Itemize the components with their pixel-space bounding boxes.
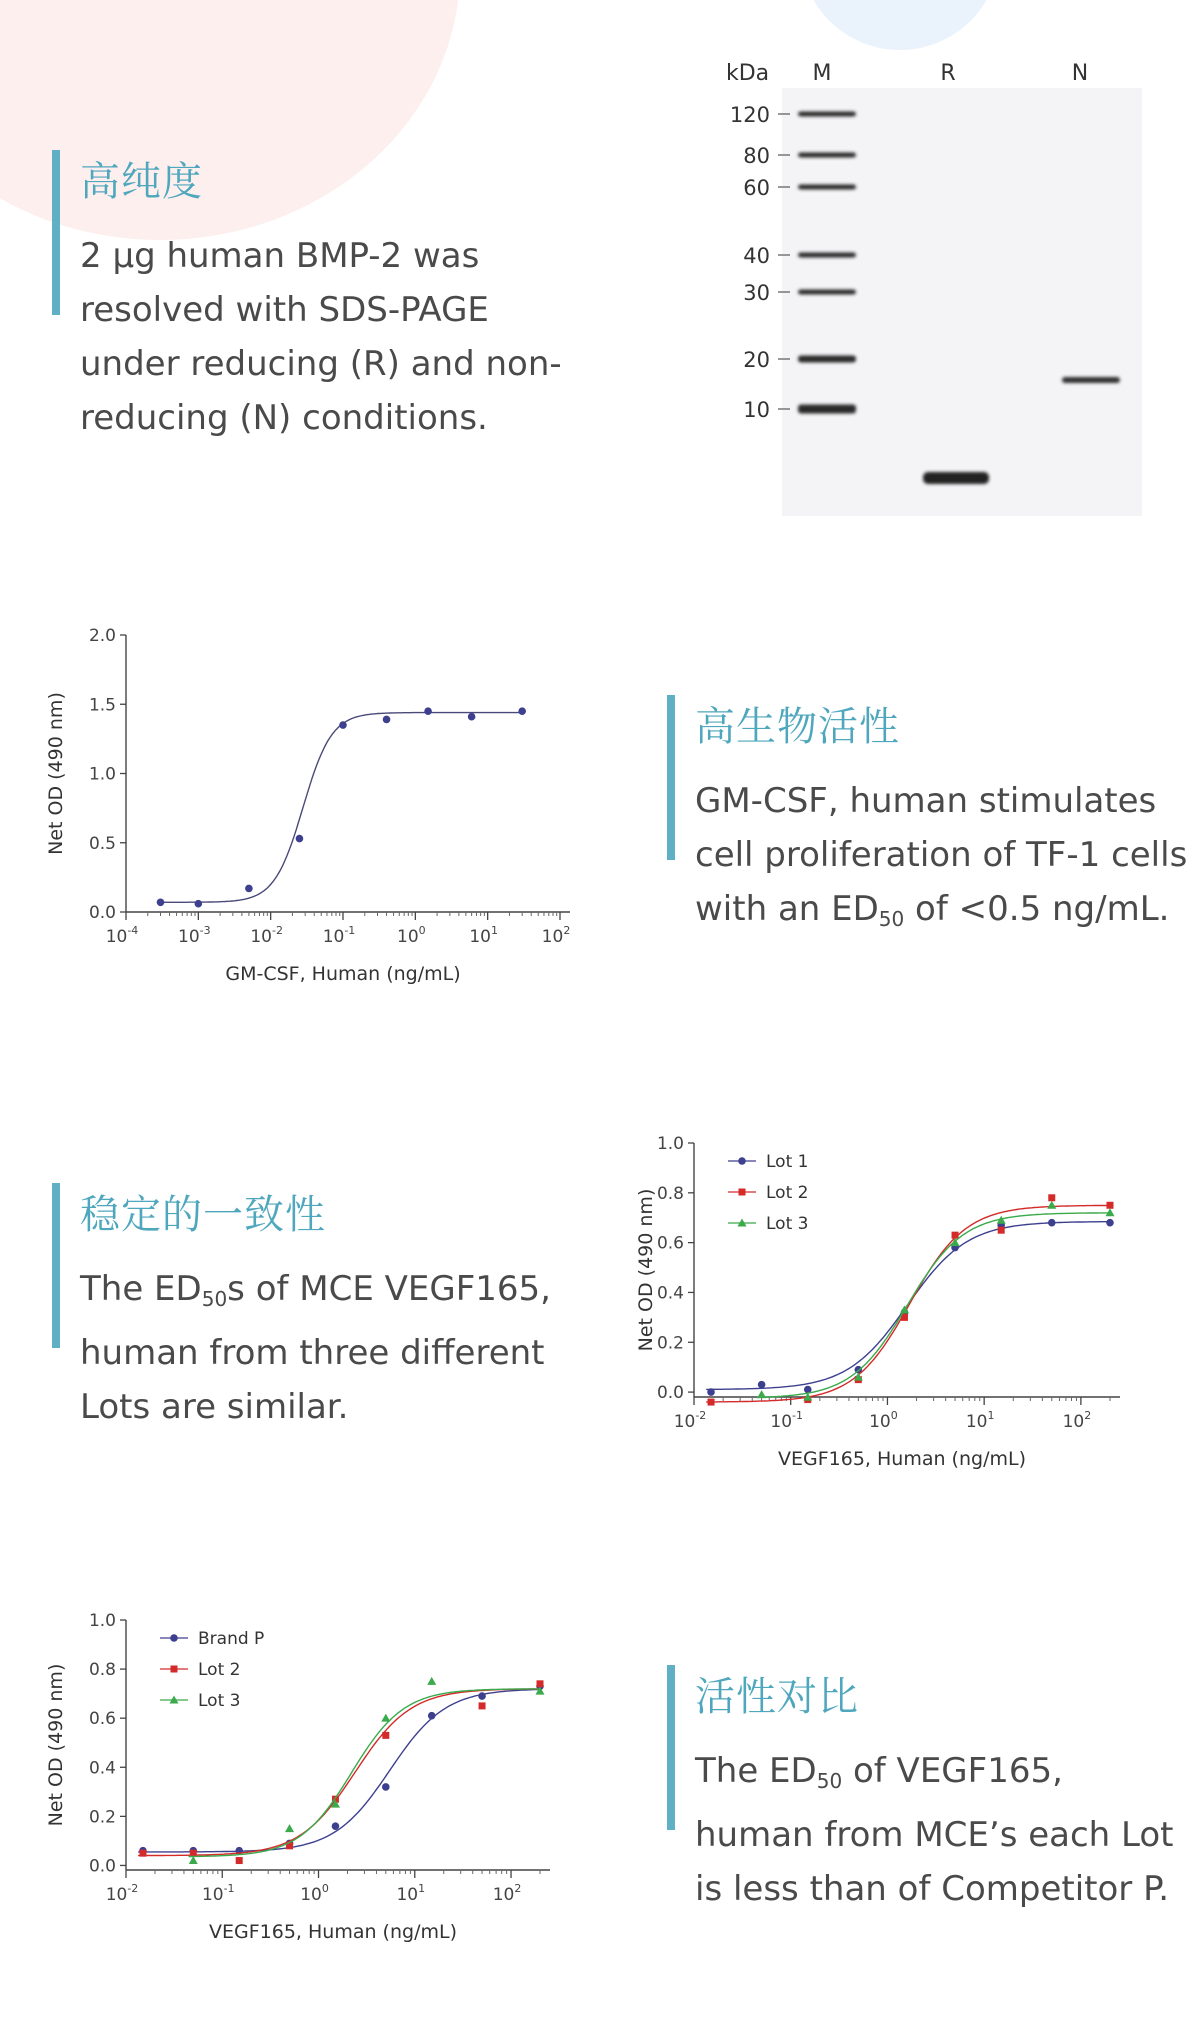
x-tick-label: $10^{-2}$ (673, 1409, 707, 1432)
x-tick-label: $10^0$ (869, 1409, 898, 1432)
gel-marker-band (798, 290, 856, 295)
gel-background (782, 88, 1142, 516)
legend-marker (171, 1666, 178, 1673)
y-tick-label: 0.2 (656, 1333, 684, 1354)
section-body: The $ED_{50}s$ of MCE VEGF165, human from three different Lots are similar. (80, 1269, 551, 1427)
x-tick-label: $10^1$ (396, 1882, 426, 1905)
sds-page-gel (690, 50, 1170, 530)
legend-marker (738, 1157, 746, 1165)
band-r (923, 472, 989, 484)
y-tick-label: 2.0 (88, 626, 116, 646)
fit-curve (138, 1689, 540, 1856)
x-tick-label: $10^{-2}$ (250, 924, 283, 947)
data-point (382, 1783, 390, 1791)
gel-lane-label: R (940, 61, 956, 86)
legend-label: Brand P (198, 1629, 265, 1649)
y-tick-label: 0.0 (88, 1856, 116, 1877)
gel-marker-label: 40 (743, 244, 770, 268)
accent-bar (52, 1183, 60, 1348)
data-point (427, 1677, 436, 1685)
gel-marker-band (798, 405, 856, 414)
gel-marker-label: 120 (729, 103, 770, 127)
data-point (1048, 1194, 1055, 1201)
section-title: 活性对比 (695, 1674, 859, 1720)
legend-label: Lot 3 (198, 1691, 241, 1711)
vegf-lots-chart (630, 1125, 1190, 1525)
data-point (758, 1381, 766, 1389)
accent-bar (52, 150, 60, 315)
fit-curve (189, 1689, 541, 1857)
x-tick-label: $10^0$ (397, 924, 426, 947)
y-axis-label: Net OD (490 nm) (635, 1188, 657, 1352)
y-tick-label: 0.4 (656, 1283, 684, 1304)
fit-curve (157, 713, 522, 903)
legend-label: Lot 2 (198, 1660, 241, 1680)
comparison-section (667, 1665, 1195, 1916)
gel-marker-band (798, 356, 856, 363)
purity-section (52, 150, 600, 445)
data-point (381, 1714, 390, 1722)
y-tick-label: 0.0 (88, 903, 116, 923)
x-tick-label: $10^2$ (492, 1882, 522, 1905)
data-point (382, 1732, 389, 1739)
y-tick-label: 0.5 (88, 833, 116, 854)
vegf-compare-chart (40, 1600, 600, 2000)
data-point (1106, 1219, 1114, 1227)
section-body: The $ED_{50}$ of VEGF165, human from MCE’s each Lot is less than of Competitor P. (695, 1751, 1174, 1909)
gel-marker-band (798, 153, 856, 158)
gel-marker-band (798, 112, 856, 117)
y-tick-label: 1.0 (88, 764, 116, 785)
bioactivity-section (667, 695, 1195, 946)
band-n (1062, 377, 1120, 383)
gel-lane-label: N (1071, 61, 1089, 86)
gel-figure (690, 50, 1170, 530)
gel-marker-label: 30 (743, 281, 770, 305)
data-point (424, 707, 432, 715)
data-point (157, 899, 165, 907)
legend-label: Lot 3 (766, 1214, 809, 1234)
x-tick-label: $10^{-1}$ (322, 924, 356, 947)
x-tick-label: $10^{-1}$ (770, 1409, 804, 1432)
legend-label: Lot 2 (766, 1183, 809, 1203)
section-title: 高生物活性 (695, 704, 900, 750)
x-tick-label: $10^1$ (965, 1409, 995, 1432)
data-point (1047, 1201, 1056, 1209)
data-point (339, 721, 347, 729)
y-tick-label: 0.6 (656, 1233, 684, 1254)
data-point (245, 885, 253, 893)
data-point (478, 1692, 486, 1700)
section-body: GM-CSF, human stimulates cell proliferation of TF-1 cells with an $ED_{50}$ of <0.5 ng/mL. (695, 781, 1188, 931)
decor-blue-circle (800, 0, 1000, 50)
data-point (518, 707, 526, 715)
data-point (383, 716, 391, 724)
data-point (1048, 1219, 1056, 1227)
section-body: 2 μg human BMP-2 was resolved with SDS-PAGE under reducing (R) and non-reducing (N) conditions. (80, 236, 562, 438)
fit-curve (757, 1213, 1110, 1398)
x-axis-label: VEGF165, Human (ng/mL) (209, 1921, 457, 1943)
data-point (1107, 1202, 1114, 1209)
gel-marker-label: 80 (743, 144, 770, 168)
section-title: 高纯度 (80, 159, 203, 205)
fit-curve (138, 1690, 540, 1852)
x-tick-label: $10^2$ (1062, 1409, 1092, 1432)
x-tick-label: $10^0$ (300, 1882, 329, 1905)
data-point (285, 1824, 294, 1832)
legend-marker (739, 1189, 746, 1196)
x-axis-label: GM-CSF, Human (ng/mL) (225, 963, 461, 985)
data-point (189, 1856, 198, 1864)
x-tick-label: $10^{-3}$ (178, 924, 211, 947)
y-tick-label: 1.0 (656, 1134, 684, 1154)
x-tick-label: $10^1$ (469, 924, 498, 947)
y-tick-label: 1.0 (88, 1611, 116, 1631)
y-tick-label: 0.8 (656, 1183, 684, 1204)
data-point (537, 1680, 544, 1687)
gel-marker-band (798, 185, 856, 190)
data-point (428, 1712, 436, 1720)
data-point (708, 1399, 715, 1406)
data-point (707, 1388, 715, 1396)
data-point (195, 900, 203, 908)
y-tick-label: 0.6 (88, 1709, 116, 1730)
y-tick-label: 1.5 (88, 695, 116, 716)
x-tick-label: $10^2$ (541, 924, 571, 947)
x-tick-label: $10^{-2}$ (105, 1882, 139, 1905)
gel-marker-label: 60 (743, 176, 770, 200)
data-point (757, 1390, 766, 1398)
y-tick-label: 0.4 (88, 1758, 116, 1779)
y-tick-label: 0.2 (88, 1807, 116, 1828)
gel-marker-band (798, 253, 856, 258)
y-tick-label: 0.0 (656, 1383, 684, 1404)
y-tick-label: 0.8 (88, 1660, 116, 1681)
data-point (139, 1850, 146, 1857)
x-axis-label: VEGF165, Human (ng/mL) (778, 1448, 1026, 1470)
gel-unit-label: kDa (726, 61, 770, 86)
legend-marker (170, 1634, 178, 1642)
consistency-section (52, 1183, 580, 1434)
data-point (479, 1702, 486, 1709)
gmcsf-chart (40, 615, 600, 1015)
gel-lane-label: M (812, 61, 832, 86)
accent-bar (667, 695, 675, 860)
data-point (998, 1227, 1005, 1234)
data-point (952, 1232, 959, 1239)
data-point (296, 835, 304, 843)
section-title: 稳定的一致性 (80, 1192, 326, 1238)
x-tick-label: $10^{-1}$ (201, 1882, 235, 1905)
data-point (236, 1857, 243, 1864)
y-axis-label: Net OD (490 nm) (45, 1663, 67, 1827)
gel-marker-label: 20 (743, 348, 770, 372)
accent-bar (667, 1665, 675, 1830)
legend-label: Lot 1 (766, 1152, 809, 1172)
data-point (190, 1850, 197, 1857)
data-point (468, 713, 476, 721)
y-axis-label: Net OD (490 nm) (45, 692, 67, 855)
data-point (332, 1822, 340, 1830)
x-tick-label: $10^{-4}$ (105, 924, 139, 947)
gel-marker-label: 10 (743, 398, 770, 422)
